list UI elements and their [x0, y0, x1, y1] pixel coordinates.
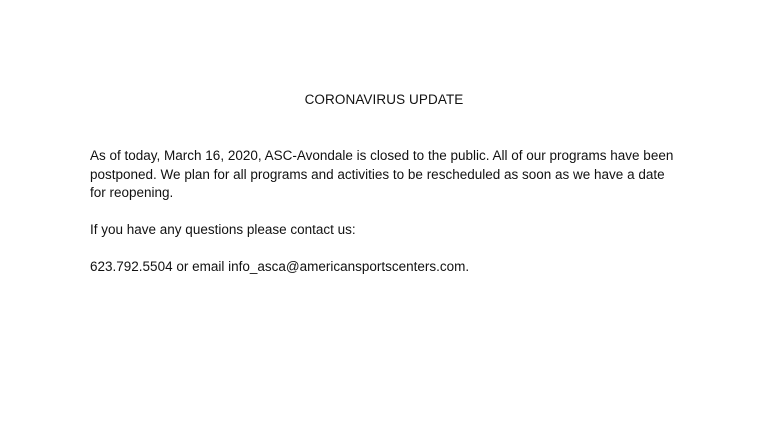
page-title: CORONAVIRUS UPDATE	[304, 92, 464, 107]
closure-notice-paragraph: As of today, March 16, 2020, ASC-Avondale is closed to the public. All of our programs have been postponed. We plan for all programs and activities to be rescheduled as soon as we have a date for reopening.	[90, 148, 674, 200]
questions-paragraph: If you have any questions please contact us:	[90, 222, 356, 237]
document-body	[90, 147, 680, 277]
contact-info-paragraph: 623.792.5504 or email info_asca@americansportscenters.com.	[90, 259, 470, 274]
